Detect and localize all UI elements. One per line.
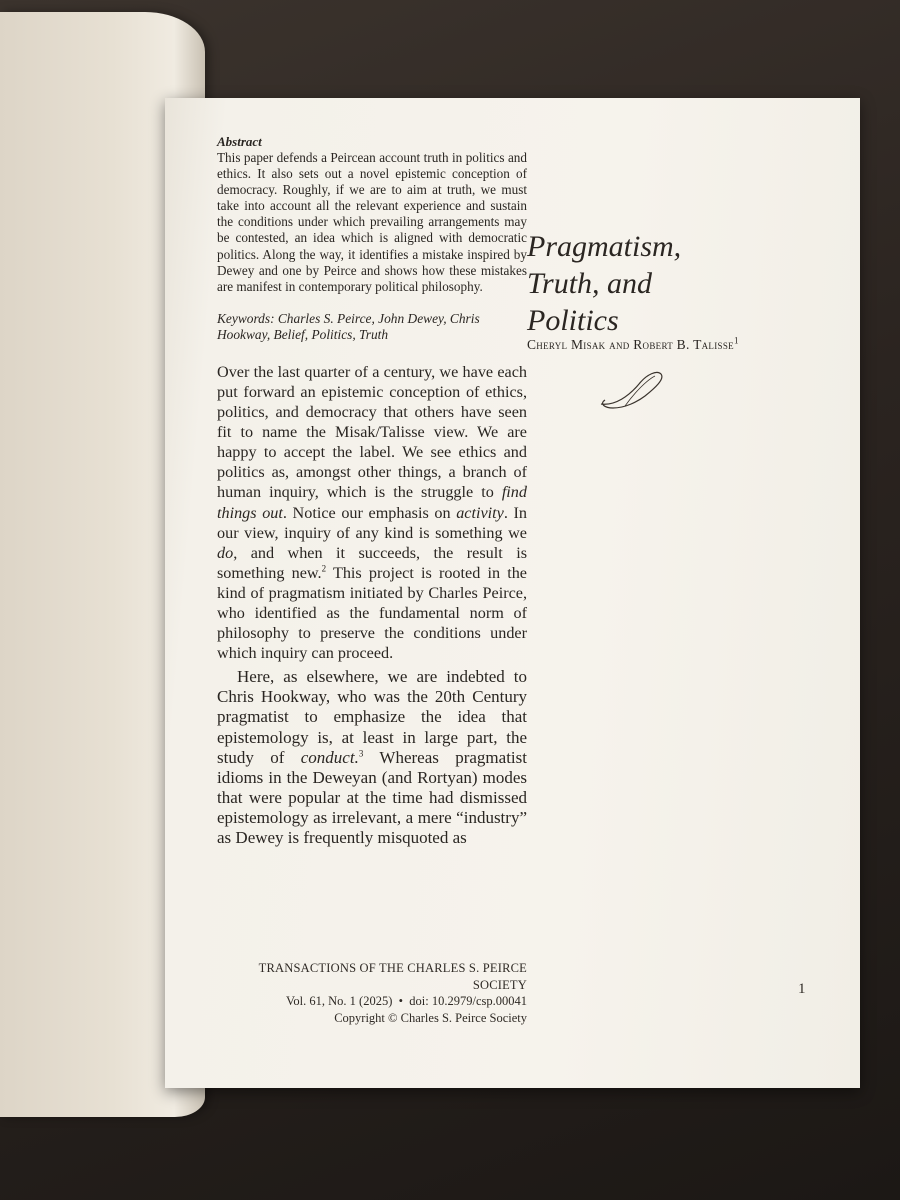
volume-issue: Vol. 61, No. 1 (2025)	[286, 994, 393, 1008]
p1-emphasis-2: activity	[456, 503, 504, 522]
p2-emphasis: conduct.	[300, 747, 359, 767]
separator-bullet: •	[398, 994, 404, 1008]
p1-emphasis-1: find things out	[217, 483, 527, 522]
abstract-text: This paper defends a Peircean account truth in politics and ethics. It also sets out a novel epistemic conception of democracy. Roughly, if we are to aim at truth, we must take into account all the relevant experience and sustain the conditions under which prevailing arrangements may be contested, an idea which is aligned with democratic politics. Along the way, it identifies a mistake inspired by Dewey and one by Peirce and shows how these mistakes are manifest in contemporary political philosophy.	[217, 150, 527, 294]
flourish-ornament-icon	[595, 366, 675, 412]
page-number: 1	[798, 981, 806, 997]
p2-text-b: Whereas pragmatist idioms in the Deweyan (and Rortyan) modes that were popular at the time had dismissed epistemology as irrelevant, a mere “industry” as Dewey is frequently misquoted as	[217, 747, 527, 847]
facing-page-bleed	[8, 172, 16, 206]
journal-name: TRANSACTIONS OF THE CHARLES S. PEIRCE SOCIETY	[258, 961, 527, 992]
abstract-heading: Abstract	[217, 134, 262, 149]
p1-text-c: . In our view, inquiry of any kind is something we	[217, 503, 527, 542]
p1-text-e: This project is rooted in the kind of pragmatism initiated by Charles Peirce, who identified as the fundamental norm of philosophy to preserve the conditions under which inquiry can proceed.	[217, 563, 527, 663]
p1-text-b: . Notice our emphasis on	[282, 503, 457, 522]
title-line-1: Pragmatism,	[527, 230, 682, 263]
body-paragraph-1	[217, 362, 527, 663]
keywords: Keywords: Charles S. Peirce, John Dewey, Chris Hookway, Belief, Politics, Truth	[217, 310, 480, 343]
footnote-marker-2: 2	[321, 563, 327, 574]
copyright-line: Copyright © Charles S. Peirce Society	[334, 1010, 527, 1025]
author-footnote-marker: 1	[733, 335, 739, 346]
p1-text-d: , and when it succeeds, the result is something new.	[217, 543, 527, 582]
main-column	[217, 134, 527, 848]
p1-text-a: Over the last quarter of a century, we have each put forward an epistemic conception of ethics, politics, and democracy that others have seen fit to name the Misak/Talisse view. We are happy to accept the label. We see ethics and politics as, amongst other things, a branch of human inquiry, which is the struggle to	[217, 362, 527, 502]
author-byline	[527, 336, 757, 354]
title-line-3: Politics	[527, 304, 619, 337]
citation-line	[217, 993, 527, 1010]
journal-page	[165, 98, 860, 1088]
p1-emphasis-3: do	[217, 543, 234, 562]
title-line-2: Truth, and	[527, 267, 653, 300]
p2-text-a: Here, as elsewhere, we are indebted to Chris Hookway, who was the 20th Century pragmatist to emphasize the idea that epistemology is, at least in large part, the study of	[217, 667, 527, 767]
doi-text: doi: 10.2979/csp.00041	[409, 994, 527, 1008]
page-footer	[217, 960, 527, 1026]
body-paragraph-2	[217, 667, 527, 848]
footnote-marker-3: 3	[358, 747, 364, 758]
article-title	[527, 228, 767, 339]
author-names: Cheryl Misak and Robert B. Talisse	[527, 337, 734, 352]
